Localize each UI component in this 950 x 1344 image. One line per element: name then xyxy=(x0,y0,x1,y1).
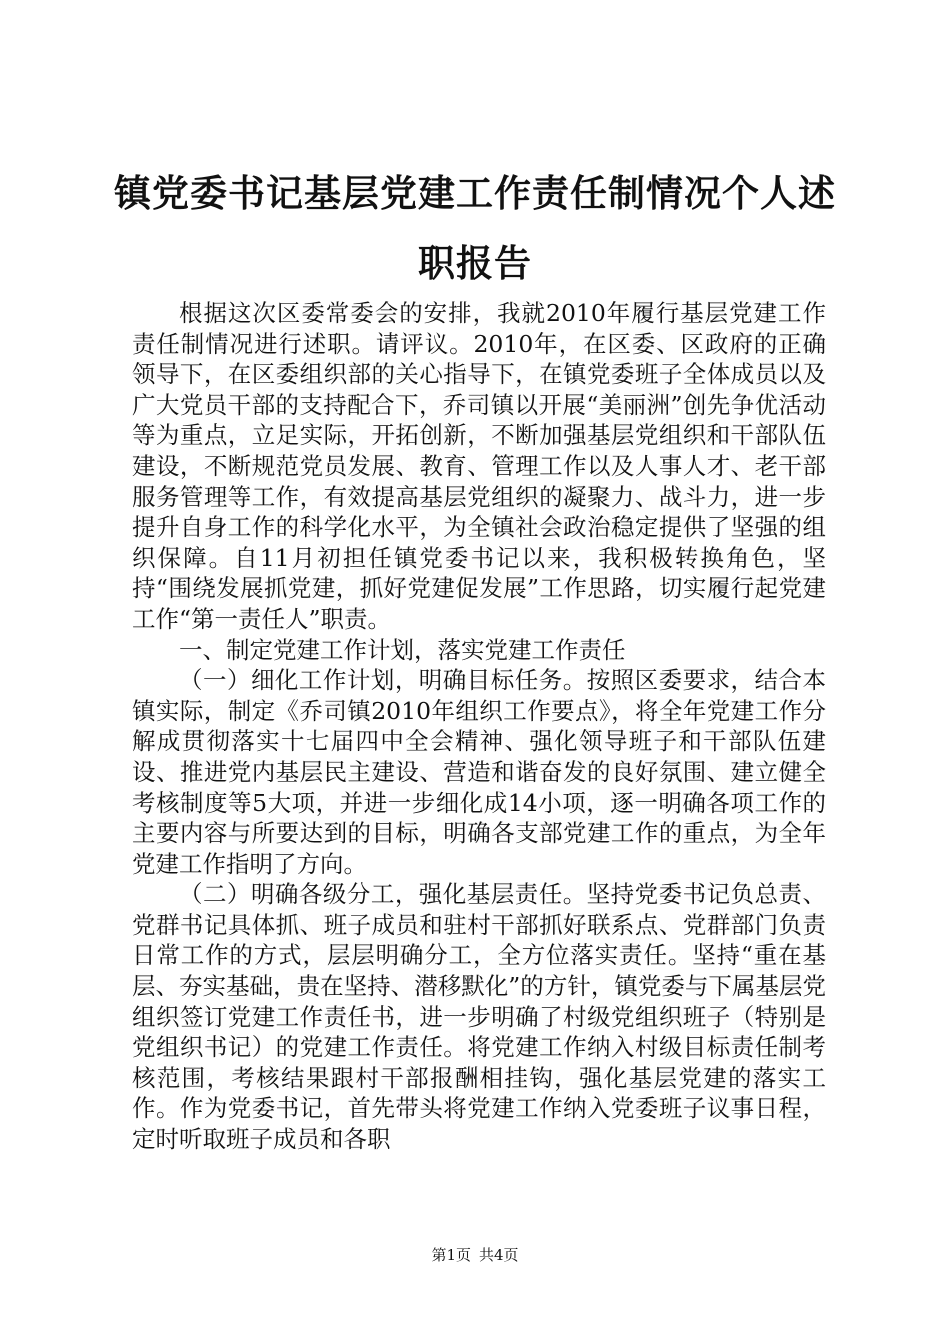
paragraph-intro: 根据这次区委常委会的安排，我就2010年履行基层党建工作责任制情况进行述职。请评议。2010年，在区委、区政府的正确领导下，在区委组织部的关心指导下，在镇党委班子全体成员以及广大党员干部的支持配合下，乔司镇以开展“美丽洲”创先争优活动等为重点，立足实际，开拓创新，不断加强基层党组织和干部队伍建设，不断规范党员发展、教育、管理工作以及人事人才、老干部服务管理等工作，有效提高基层党组织的凝聚力、战斗力，进一步提升自身工作的科学化水平，为全镇社会政治稳定提供了坚强的组织保障。自11月初担任镇党委书记以来，我积极转换角色，坚持“围绕发展抓党建，抓好党建促发展”工作思路，切实履行起党建工作“第一责任人”职责。 xyxy=(132,299,826,633)
page-footer xyxy=(0,1245,950,1265)
paragraph-1-2: （二）明确各级分工，强化基层责任。坚持党委书记负总责、党群书记具体抓、班子成员和驻村干部抓好联系点、党群部门负责日常工作的方式，层层明确分工，全方位落实责任。坚持“重在基层、夯实基础，贵在坚持、潜移默化”的方针，镇党委与下属基层党组织签订党建工作责任书，进一步明确了村级党组织班子（特别是党组织书记）的党建工作责任。将党建工作纳入村级目标责任制考核范围，考核结果跟村干部报酬相挂钩，强化基层党建的落实工作。作为党委书记，首先带头将党建工作纳入党委班子议事日程，定时听取班子成员和各职 xyxy=(132,880,826,1154)
section-heading-1: 一、制定党建工作计划，落实党建工作责任 xyxy=(179,635,626,664)
page-total: 共4页 xyxy=(479,1246,519,1264)
document-title: 镇党委书记基层党建工作责任制情况个人述职报告 xyxy=(114,171,836,285)
page-number: 第1页 xyxy=(431,1246,471,1264)
document-body xyxy=(132,298,826,1155)
paragraph-1-1: （一）细化工作计划，明确目标任务。按照区委要求，结合本镇实际，制定《乔司镇2010年组织工作要点》，将全年党建工作分解成贯彻落实十七届四中全会精神、强化领导班子和干部队伍建设、推进党内基层民主建设、营造和谐奋发的良好氛围、建立健全考核制度等5大项，并进一步细化成14小项，逐一明确各项工作的主要内容与所要达到的目标，明确各支部党建工作的重点，为全年党建工作指明了方向。 xyxy=(132,666,826,878)
